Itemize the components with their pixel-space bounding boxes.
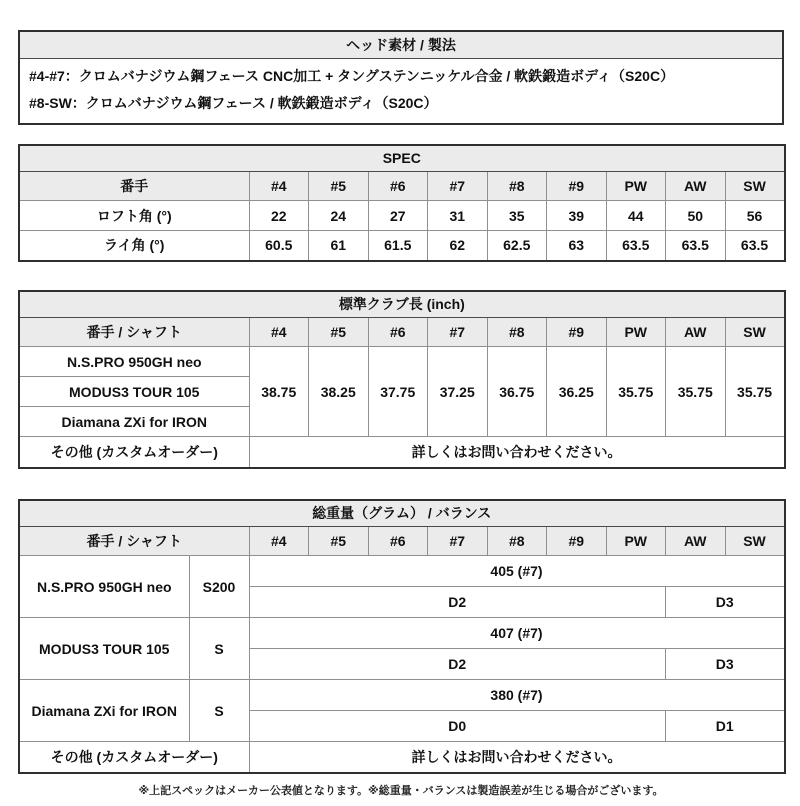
custom-order-row xyxy=(19,437,785,468)
loft-value: 35 xyxy=(487,201,547,231)
column-header: #8 xyxy=(487,172,547,201)
column-header: #5 xyxy=(309,172,369,201)
weight-row xyxy=(19,680,785,711)
length-value: 38.75 xyxy=(249,347,309,437)
lie-value: 63.5 xyxy=(606,231,666,261)
row-label: ライ角 (°) xyxy=(19,231,249,261)
shaft-name: MODUS3 TOUR 105 xyxy=(19,618,189,680)
footnote: ※上記スペックはメーカー公表値となります。※総重量・バランスは製造誤差が生じる場合がございます。 xyxy=(138,784,664,797)
length-value: 35.75 xyxy=(606,347,666,437)
column-header: #5 xyxy=(309,318,369,347)
weight-row xyxy=(19,556,785,587)
custom-order-label: その他 (カスタムオーダー) xyxy=(19,742,249,773)
balance-wedge: D3 xyxy=(666,587,785,618)
column-header: #6 xyxy=(368,527,428,556)
length-value: 37.75 xyxy=(368,347,428,437)
shaft-row xyxy=(19,347,785,377)
shaft-name: MODUS3 TOUR 105 xyxy=(19,377,249,407)
lie-value: 61 xyxy=(309,231,369,261)
shaft-name: N.S.PRO 950GH neo xyxy=(19,556,189,618)
club-length-table xyxy=(18,290,786,469)
club-length-title: 標準クラブ長 (inch) xyxy=(19,291,785,318)
column-header: #6 xyxy=(368,318,428,347)
column-header: #7 xyxy=(428,527,488,556)
weight-value: 380 (#7) xyxy=(249,680,785,711)
weight-row-header: 番手 / シャフト xyxy=(19,527,249,556)
lie-row xyxy=(19,231,785,261)
custom-order-note: 詳しくはお問い合わせください。 xyxy=(249,742,785,773)
head-material-table xyxy=(18,30,784,125)
loft-row xyxy=(19,201,785,231)
loft-value: 22 xyxy=(249,201,309,231)
column-header: #7 xyxy=(428,318,488,347)
shaft-name: Diamana ZXi for IRON xyxy=(19,680,189,742)
column-header: #4 xyxy=(249,318,309,347)
column-header: #7 xyxy=(428,172,488,201)
length-value: 37.25 xyxy=(428,347,488,437)
loft-value: 27 xyxy=(368,201,428,231)
custom-order-label: その他 (カスタムオーダー) xyxy=(19,437,249,468)
column-header: PW xyxy=(606,318,666,347)
spec-row-header: 番手 xyxy=(19,172,249,201)
shaft-name: Diamana ZXi for IRON xyxy=(19,407,249,437)
lie-value: 63.5 xyxy=(666,231,726,261)
column-header: AW xyxy=(666,318,726,347)
row-label: ロフト角 (°) xyxy=(19,201,249,231)
lie-value: 62 xyxy=(428,231,488,261)
lie-value: 62.5 xyxy=(487,231,547,261)
length-row-header: 番手 / シャフト xyxy=(19,318,249,347)
column-header: AW xyxy=(666,527,726,556)
column-header: SW xyxy=(725,527,785,556)
balance-main: D2 xyxy=(249,649,666,680)
column-header: #4 xyxy=(249,172,309,201)
loft-value: 24 xyxy=(309,201,369,231)
custom-order-row xyxy=(19,742,785,773)
length-value: 38.25 xyxy=(309,347,369,437)
column-header: #9 xyxy=(547,172,607,201)
lie-value: 61.5 xyxy=(368,231,428,261)
length-value: 35.75 xyxy=(666,347,726,437)
shaft-flex: S xyxy=(189,680,249,742)
column-header: #9 xyxy=(547,318,607,347)
length-value: 36.25 xyxy=(547,347,607,437)
spec-table xyxy=(18,144,786,262)
column-header: #4 xyxy=(249,527,309,556)
weight-balance-table xyxy=(18,499,786,774)
column-header: #6 xyxy=(368,172,428,201)
column-header: PW xyxy=(606,527,666,556)
weight-row xyxy=(19,618,785,649)
spec-table-title: SPEC xyxy=(19,145,785,172)
column-header: AW xyxy=(666,172,726,201)
length-value: 35.75 xyxy=(725,347,785,437)
weight-value: 405 (#7) xyxy=(249,556,785,587)
column-header: #8 xyxy=(487,318,547,347)
shaft-flex: S xyxy=(189,618,249,680)
head-material-line-1: #4-#7：クロムバナジウム鋼フェース CNC加工 + タングステンニッケル合金 / 軟鉄鍛造ボディ（S20C） xyxy=(29,67,675,84)
head-material-title: ヘッド素材 / 製法 xyxy=(19,31,783,58)
column-header: #5 xyxy=(309,527,369,556)
lie-value: 63.5 xyxy=(725,231,785,261)
length-value: 36.75 xyxy=(487,347,547,437)
head-material-body xyxy=(19,58,783,124)
column-header: #8 xyxy=(487,527,547,556)
head-material-line-2: #8-SW：クロムバナジウム鋼フェース / 軟鉄鍛造ボディ（S20C） xyxy=(29,94,438,111)
loft-value: 50 xyxy=(666,201,726,231)
loft-value: 31 xyxy=(428,201,488,231)
column-header: PW xyxy=(606,172,666,201)
loft-value: 44 xyxy=(606,201,666,231)
shaft-flex: S200 xyxy=(189,556,249,618)
balance-main: D0 xyxy=(249,711,666,742)
weight-value: 407 (#7) xyxy=(249,618,785,649)
balance-wedge: D3 xyxy=(666,649,785,680)
balance-main: D2 xyxy=(249,587,666,618)
loft-value: 39 xyxy=(547,201,607,231)
loft-value: 56 xyxy=(725,201,785,231)
column-header: SW xyxy=(725,172,785,201)
custom-order-note: 詳しくはお問い合わせください。 xyxy=(249,437,785,468)
column-header: SW xyxy=(725,318,785,347)
shaft-name: N.S.PRO 950GH neo xyxy=(19,347,249,377)
weight-balance-title: 総重量（グラム） / バランス xyxy=(19,500,785,527)
column-header: #9 xyxy=(547,527,607,556)
lie-value: 60.5 xyxy=(249,231,309,261)
balance-wedge: D1 xyxy=(666,711,785,742)
lie-value: 63 xyxy=(547,231,607,261)
